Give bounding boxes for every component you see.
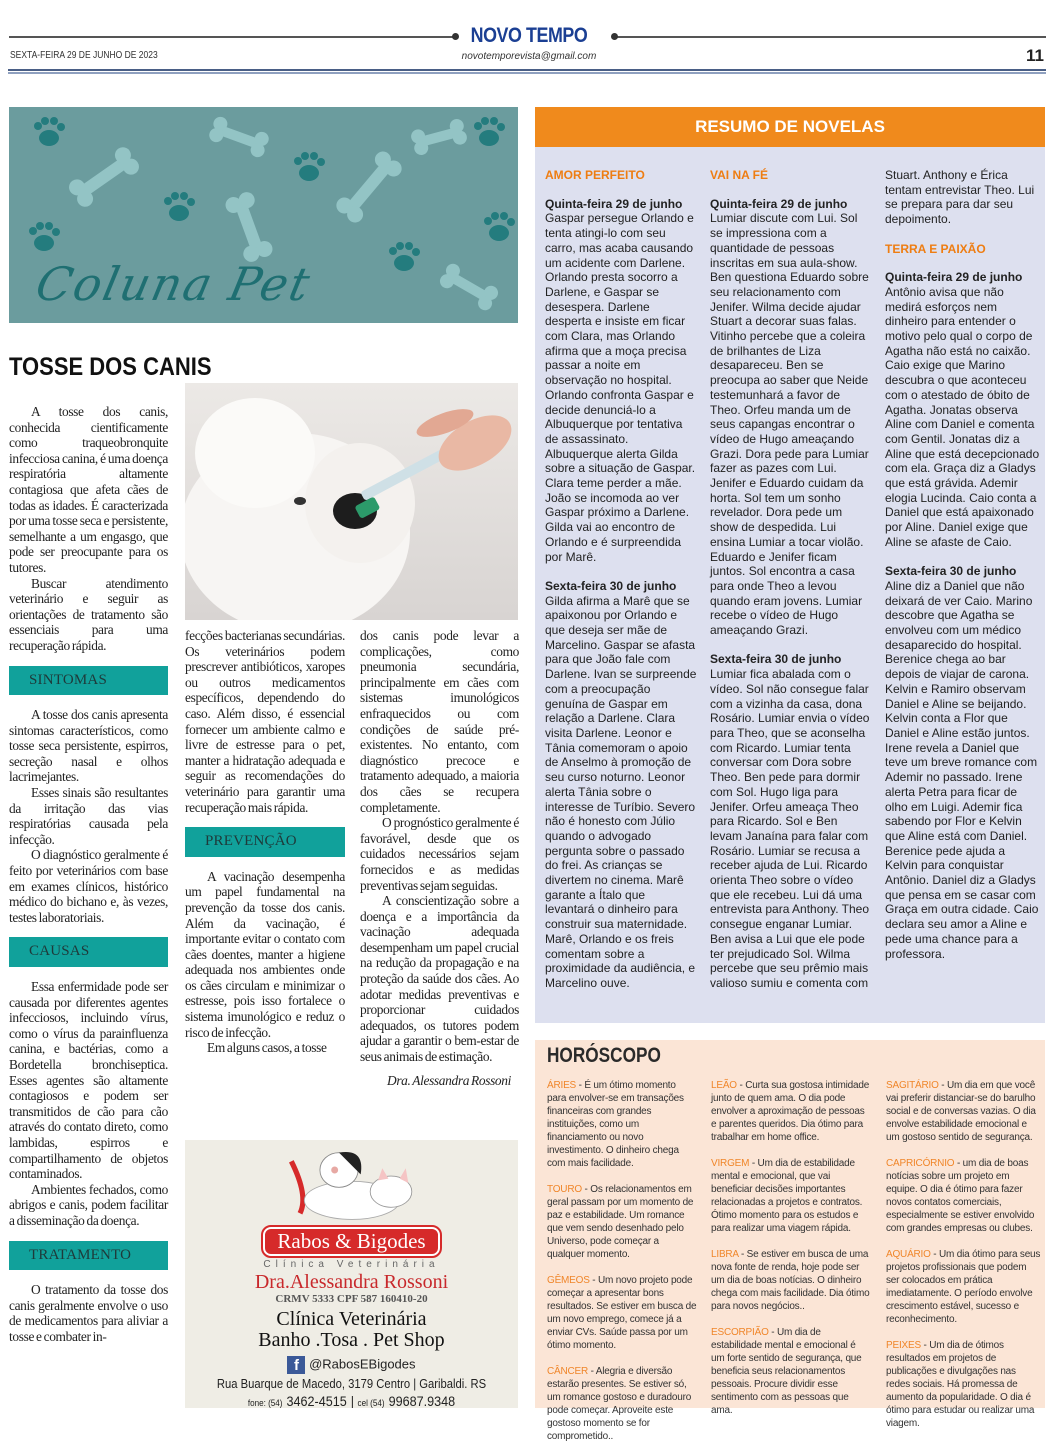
novela-title: VAI NA FÉ	[710, 168, 769, 182]
masthead: NOVO TEMPO	[470, 24, 588, 47]
sign-text: um dia de boas notícias sobre um projeto em equipe. O dia é ótimo para fazer novos contatos comerciais, especialmente se estiver envolvido com grandes empresas ou clubes.	[886, 1158, 1035, 1234]
novela-day: Sexta-feira 30 de junho	[885, 564, 1017, 579]
article-column-2	[185, 628, 345, 1056]
sign-name: TOURO	[547, 1184, 582, 1195]
novela-summary: Gilda afirma a Marê que se apaixonou por Orlando e que deseja ser mãe de Marcelino. Gaspar se afasta para que João fale com Darlene. Ivan se surpreende com a preocupação genuína de Gaspar em relação a Darlene. Clara visita Darlene. Leonor e Tânia comemoram o apoio de Anselmo à promoção de seu curso noturno. Leonor alerta Tânia sobre o interesse de Turíbio. Severo não é honesto com Júlio quando o advogado pergunta sobre o passado do frei. As crianças se divertem no cinema. Marê garante a Ítalo que levantará o dinheiro para construir sua maternidade. Marê, Orlando e os freis comentam sobre a proximidade da audiência, e Marcelino ouve.	[545, 593, 697, 990]
article-paragraph: Esses sinais são resultantes da irritação das vias respiratórias causada pela infecção.	[9, 785, 168, 847]
novela-day: Quinta-feira 29 de junho	[545, 196, 683, 211]
horoscope-entry: ÁRIES - É um ótimo momento para envolver-se em transações financeiras com grandes instituições, como um financiamento ou novo investimento. O dinheiro chega com mais facilidade.	[547, 1080, 684, 1169]
horoscope-entry: GÊMEOS - Um novo projeto pode começar a apresentar bons resultados. Se estiver em busca de um novo emprego, comece já a enviar CVs. Saúde passa por um ótimo momento.	[547, 1275, 697, 1351]
article-paragraph: Essa enfermidade pode ser causada por diferentes agentes infecciosos, incluindo vírus, como o vírus da parainfluenza canina, e bactérias, como a Bordetella bronchiseptica. Esses agentes são altamente contagiosos e podem ser transmitidos de cão para cão através do contato direto, como lambidas, espirros e compartilhamento de objetos contaminados.	[9, 979, 168, 1182]
sign-name: ESCORPIÃO	[711, 1327, 769, 1338]
horoscope-column-3	[886, 1079, 1041, 1443]
novela-day: Quinta-feira 29 de junho	[710, 196, 848, 211]
ad-address: Rua Buarque de Macedo, 3179 Centro | Garibaldi. RS	[216, 1377, 487, 1391]
horoscope-entry: AQUÁRIO - Um dia ótimo para seus projetos profissionais que podem ser colocados em prática imediatamente. O período envolve crescimento estável, sucesso e reconhecimento.	[886, 1249, 1041, 1325]
ad-doctor: Dra.Alessandra Rossoni	[254, 1271, 449, 1293]
horoscope-entry: ESCORPIÃO - Um dia de estabilidade mental e emocional é um forte sentido de segurança, que beneficia seus relacionamentos pessoais. Procure dividir esse sentimento com as pessoas que ama.	[711, 1327, 862, 1416]
sign-text: É um ótimo momento para envolver-se em transações financeiras com grandes instituições, como um financiamento ou novo investimento. O dinheiro chega com mais facilidade.	[547, 1080, 684, 1169]
article-author: Dra. Alessandra Rossoni	[387, 1072, 511, 1088]
section-heading-tratamento: TRATAMENTO	[9, 1241, 168, 1271]
header-double-rule	[8, 69, 1046, 74]
issue-date: SEXTA-FEIRA 29 DE JUNHO DE 2023	[10, 50, 158, 61]
sign-text: Se estiver em busca de uma nova fonte de renda, hoje pode ser um dia de boas notícias. O dinheiro chega com mais facilidade. Dia ótimo para novos negócios..	[711, 1249, 870, 1312]
page-number: 11	[1026, 46, 1044, 65]
novela-title: AMOR PERFEITO	[545, 168, 645, 182]
horoscope-entry: PEIXES - Um dia de ótimos resultados em projetos de publicações e divulgações nas redes sociais. Há promessa de aumento da popularidade. O dia é ótimo para estudar ou realizar uma viagem.	[886, 1340, 1035, 1429]
novela-column-terra-e-paixao	[885, 168, 1041, 961]
sign-name: PEIXES	[886, 1340, 921, 1351]
sign-name: VIRGEM	[711, 1158, 750, 1169]
novela-column-amor-perfeito	[545, 168, 697, 991]
sign-name: CÂNCER	[547, 1366, 589, 1377]
sign-name: LEÃO	[711, 1080, 737, 1091]
novela-summary: Stuart. Anthony e Érica tentam entrevistar Theo. Lui se prepara para dar seu depoimento.	[885, 168, 1035, 227]
article-paragraph: A tosse dos canis apresenta sintomas característicos, como tosse seca persistente, espirros, secreção nasal e olhos lacrimejantes.	[9, 707, 168, 785]
dog-photo	[185, 383, 518, 620]
ad-line1: Clínica Veterinária	[276, 1308, 427, 1330]
sign-text: Um dia ótimo para seus projetos profissionais que podem ser colocados em prática imediatamente. O período envolve crescimento estável, sucesso e reconhecimento.	[886, 1249, 1041, 1325]
ad-facebook-handle: @RabosEBigodes	[309, 1356, 416, 1372]
article-column-1	[9, 404, 168, 1344]
novela-summary: Antônio avisa que não medirá esforços nem dinheiro para entender o motivo pelo qual o corpo de Agatha não está no caixão. Caio exige que Marino descubra o que aconteceu com o atestado de óbito de Agatha. Jonatas observa Aline com Daniel e comenta com Gentil. Jonatas diz a Aline que está decepcionado com ela. Graça diz a Gladys que está grávida. Ademir elogia Lucinda. Caio conta a Daniel que está apaixonado por Aline. Daniel exige que Aline se afaste de Caio.	[885, 284, 1040, 549]
horoscope-column-1	[547, 1079, 697, 1456]
ad-registration: CRMV 5333 CPF 587 160410-20	[275, 1293, 428, 1305]
ad-cel: 99687.9348	[388, 1393, 456, 1408]
horoscope-entry: CÂNCER - Alegria e diversão estarão presentes. Se estiver só, um romance gostoso e duradouro pode começar. Aproveite este gostoso momento se for comprometido..	[547, 1366, 692, 1442]
facebook-icon: f	[287, 1356, 305, 1374]
sign-text: Os relacionamentos em geral passam por um momento de paz e estabilidade. Um romance que vem sendo desenhado pelo Universo, pode começar a qualquer momento.	[547, 1184, 694, 1260]
sign-name: GÊMEOS	[547, 1275, 590, 1286]
section-heading-prevencao: PREVENÇÃO	[185, 827, 345, 857]
sign-text: Um novo projeto pode começar a apresentar bons resultados. Se estiver em busca de um novo emprego, comece já a enviar CVs. Saúde passa por um ótimo momento.	[547, 1275, 697, 1351]
sign-text: Alegria e diversão estarão presentes. Se estiver só, um romance gostoso e duradouro pode começar. Aproveite este gostoso momento se for comprometido..	[547, 1366, 692, 1442]
novela-summary: Lumiar discute com Lui. Sol se impressiona com a quantidade de pessoas inscritas em sua aula-show. Ben questiona Eduardo sobre seu relacionamento com Jenifer. Wilma decide ajudar Stuart a decorar suas falas. Vitinho percebe que a coleira de brilhantes de Liza desapareceu. Ben se preocupa ao saber que Neide testemunhará a favor de Theo. Orfeu manda um de seus capangas encontrar o vídeo de Hugo ameaçando Grazi. Dora pede para Lumiar fazer as pazes com Lui. Jenifer e Eduardo cuidam da horta. Sol tem um sonho revelador. Dora pede um show de despedida. Lui ensina Lumiar a tocar violão. Eduardo e Jenifer ficam juntos. Sol encontra a casa para onde Theo a levou quando eram jovens. Lumiar recebe o vídeo de Hugo ameaçando Grazi.	[710, 211, 869, 638]
section-heading-sintomas: SINTOMAS	[9, 666, 168, 696]
novela-summary: Aline diz a Daniel que não deixará de ver Caio. Marino descobre que Agatha se envolveu com um médico desaparecido do hospital. Berenice chega ao bar depois de viajar de carona. Kelvin e Ramiro observam Daniel e Aline se beijando. Kelvin conta a Flor que Daniel e Aline estão juntos. Irene revela a Daniel que teve um breve romance com Ademir no passado. Irene alerta Petra para ficar de olho em Luigi. Ademir fica sabendo por Flor e Kelvin que Aline está com Daniel. Berenice pede ajuda a Kelvin para conquistar Antônio. Daniel diz a Gladys que pensa em se casar com Graça em outra cidade. Caio declara seu amor a Aline e pede uma chance para a professora.	[885, 578, 1039, 961]
article-paragraph: Em alguns casos, a tosse	[207, 1040, 327, 1056]
article-paragraph: Ambientes fechados, como abrigos e canis, podem facilitar a disseminação da doença.	[9, 1181, 168, 1228]
novela-summary: Gaspar persegue Orlando e tenta atingi-lo com seu carro, mas acaba causando um acidente com Darlene. Orlando presta socorro a Darlene, e Gaspar se desespera. Darlene desperta e insiste em ficar com Clara, mas Orlando afirma que a moça precisa passar a noite em observação no hospital. Orlando confronta Gaspar e decide denunciá-lo a Albuquerque por tentativa de assassinato. Albuquerque alerta Gilda sobre a situação de Gaspar. Clara teme perder a mãe. João se incomoda ao ver Gaspar próximo a Darlene. Gilda vai ao encontro de Orlando e é surpreendida por Marê.	[545, 211, 696, 564]
contact-email[interactable]: novotemporevista@gmail.com	[461, 51, 597, 62]
novela-summary: Lumiar fica abalada com o vídeo. Sol não consegue falar com a vizinha da casa, dona Rosário. Lumiar envia o vídeo para Theo, que se aconselha com Ricardo. Lumiar tenta conversar com Dora sobre Theo. Ben pede para dormir com Sol. Hugo liga para Jenifer. Orfeu ameaça Theo para Ricardo. Sol e Ben levam Janaína para falar com Rosário. Lumiar se recusa a receber ajuda de Lui. Ricardo orienta Theo sobre o vídeo que ele recebeu. Lui dá uma entrevista para Anthony. Theo consegue enganar Lumiar. Ben avisa a Lui que ele pode ter prejudicado Sol. Wilma percebe que seu prêmio mais valioso sumiu e comenta com	[710, 667, 870, 990]
section-heading-causas: CAUSAS	[9, 937, 168, 967]
ad-phone: 3462-4515	[286, 1393, 347, 1408]
sign-text: Um dia em que você vai preferir distanciar-se do barulho social e de conversas vazias. O dia envolve estabilidade emocional e um gostoso sentido de segurança.	[886, 1080, 1036, 1143]
sign-text: Um dia de estabilidade mental e emocional é um forte sentido de segurança, que beneficia seus relacionamentos pessoais. Procure dividir esse sentimento com as pessoas que ama.	[711, 1327, 862, 1416]
horoscope-title: HORÓSCOPO	[547, 1044, 661, 1067]
horoscope-entry: LEÃO - Curta sua gostosa intimidade junto de quem ama. O dia pode envolver a aproximação de pessoas e parentes queridos. Dia ótimo para trabalhar em home office.	[711, 1080, 870, 1143]
horoscope-entry: VIRGEM - Um dia de estabilidade mental e emocional, que vai beneficiar decisões importantes relacionadas a projetos e contratos. Ótimo momento para os estudos e para realizar uma viagem rápida.	[711, 1158, 863, 1234]
article-headline: TOSSE DOS CANIS	[9, 353, 212, 381]
vet-clinic-ad	[185, 1140, 518, 1408]
ad-facebook[interactable]	[185, 1356, 518, 1374]
sign-name: AQUÁRIO	[886, 1249, 931, 1260]
article-paragraph: O tratamento da tosse dos canis geralmente envolve o uso de medicamentos para aliviar a tosse e combater in-	[9, 1282, 168, 1344]
sign-text: Um dia de estabilidade mental e emocional, que vai beneficiar decisões importantes relacionadas a projetos e contratos. Ótimo momento para os estudos e para realizar uma viagem rápida.	[711, 1158, 863, 1234]
article-paragraph: fecções bacterianas secundárias. Os veterinários podem prescrever antibióticos, xaropes ou outros medicamentos específicos, dependendo do caso. Além disso, é essencial fornecer um ambiente calmo e livre de estresse para o pet, manter a hidratação adequada e seguir as recomendações do veterinário para garantir uma recuperação mais rápida.	[185, 628, 345, 815]
ad-cel-label: cel (54)	[357, 1398, 385, 1408]
article-paragraph: O diagnóstico geralmente é feito por veterinários com base em exames clínicos, histórico médico do bichano e, às vezes, testes laboratoriais.	[9, 847, 168, 925]
sign-name: LIBRA	[711, 1249, 739, 1260]
article-paragraph: A conscientização sobre a doença e a importância da vacinação adequada desempenham um papel crucial na redução da propagação e na proteção da saúde dos cães. Ao adotar medidas preventivas e proporcionar cuidados adequados, os tutores podem ajudar a garantir o bem-estar de seus animais de estimação.	[360, 893, 519, 1065]
ad-phones: fone: (54) 3462-4515 | cel (54) 99687.9348	[247, 1393, 456, 1408]
article-paragraph: Buscar atendimento veterinário e seguir as orientações de tratamento são essenciais para uma recuperação rápida.	[9, 575, 168, 653]
sign-text: Um dia de ótimos resultados em projetos de publicações e divulgações nas redes sociais. Há promessa de aumento da popularidade. O dia é ótimo para estudar ou realizar uma viagem.	[886, 1340, 1035, 1429]
horoscope-entry: TOURO - Os relacionamentos em geral passam por um momento de paz e estabilidade. Um romance que vem sendo desenhado pelo Universo, pode começar a qualquer momento.	[547, 1184, 694, 1260]
sign-name: SAGITÁRIO	[886, 1080, 939, 1091]
dog-receiving-medication-image	[185, 383, 518, 620]
article-column-3	[360, 628, 519, 1088]
novela-column-vai-na-fe	[710, 168, 872, 991]
novela-day: Sexta-feira 30 de junho	[545, 578, 677, 593]
novela-day: Sexta-feira 30 de junho	[710, 652, 842, 667]
novela-day: Quinta-feira 29 de junho	[885, 270, 1023, 285]
horoscope-entry: CAPRICÓRNIO - um dia de boas notícias sobre um projeto em equipe. O dia é ótimo para fazer novos contatos comerciais, especialmente se estiver envolvido com grandes empresas ou clubes.	[886, 1158, 1035, 1234]
sign-text: Curta sua gostosa intimidade junto de quem ama. O dia pode envolver a aproximação de pessoas e parentes queridos. Dia ótimo para trabalhar em home office.	[711, 1080, 870, 1143]
article-paragraph: A vacinação desempenha um papel fundamental na prevenção da tosse dos canis. Além da vacinação, é importante evitar o contato com cães doentes, manter a higiene adequada nos ambientes onde os cães circulam e minimizar o estresse, pois isso fortalece o sistema imunológico e reduz o risco de infecção.	[185, 868, 345, 1040]
horoscope-entry: LIBRA - Se estiver em busca de uma nova fonte de renda, hoje pode ser um dia de boas notícias. O dinheiro chega com mais facilidade. Dia ótimo para novos negócios..	[711, 1249, 870, 1312]
ad-phone-label: fone: (54)	[247, 1398, 283, 1408]
banner-title: Coluna Pet	[31, 257, 317, 311]
sign-name: ÁRIES	[547, 1080, 577, 1091]
novela-title: TERRA E PAIXÃO	[885, 241, 986, 256]
novelas-heading: RESUMO DE NOVELAS	[535, 107, 1045, 147]
article-paragraph: A tosse dos canis, conhecida cientificamente como traqueobronquite infecciosa canina, é uma doença respiratória altamente contagiosa que afeta cães de todas as idades. É caracterizada por uma tosse seca e persistente, semelhante a um engasgo, que pode ser preocupante para os tutores.	[9, 404, 168, 575]
coluna-pet-banner	[9, 107, 518, 323]
article-paragraph: O prognóstico geralmente é favorável, desde que os cuidados necessários sejam fornecidos e as medidas preventivas sejam seguidas.	[360, 815, 519, 893]
dog-and-cat-logo	[262, 1144, 442, 1222]
ad-brand: Rabos & Bigodes	[263, 1227, 439, 1256]
article-paragraph: dos canis pode levar a complicações, como pneumonia secundária, principalmente em cães com sistemas imunológicos enfraquecidos ou com condições de saúde pré-existentes. No entanto, com diagnóstico precoce e tratamento adequado, a maioria dos cães se recupera completamente.	[360, 628, 519, 815]
ad-line2: Banho .Tosa . Pet Shop	[258, 1329, 445, 1351]
sign-name: CAPRICÓRNIO	[886, 1158, 955, 1169]
horoscope-column-2	[711, 1079, 871, 1430]
ad-subtitle: Clínica Veterinária	[263, 1259, 440, 1270]
horoscope-entry: SAGITÁRIO - Um dia em que você vai preferir distanciar-se do barulho social e de conversas vazias. O dia envolve estabilidade emocional e um gostoso sentido de segurança.	[886, 1080, 1036, 1143]
